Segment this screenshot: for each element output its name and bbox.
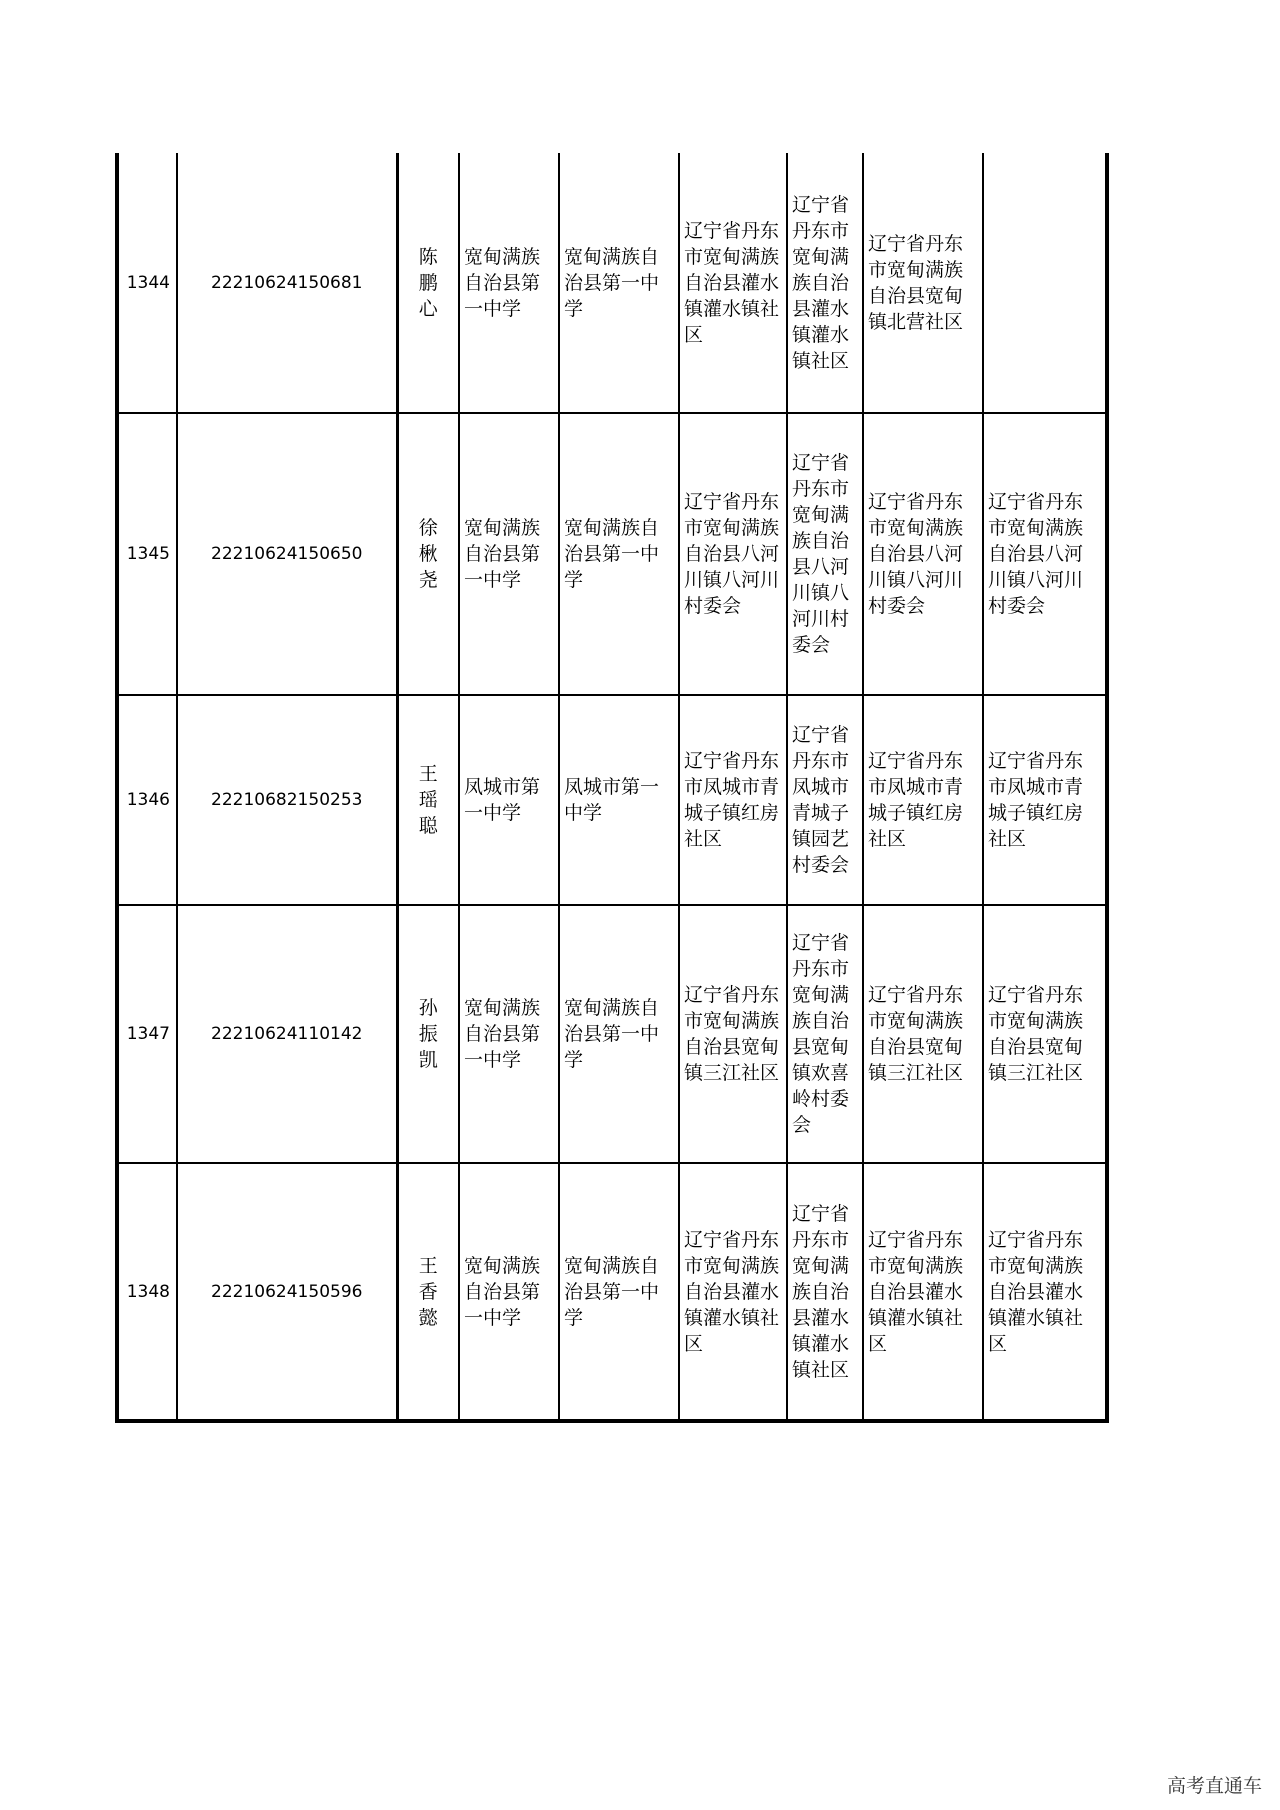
address-cell: 辽宁省丹东市宽甸满族自治县灌水镇灌水镇社区 [787,153,863,413]
address-cell: 辽宁省丹东市宽甸满族自治县灌水镇灌水镇社区 [983,1163,1107,1421]
address-cell: 辽宁省丹东市宽甸满族自治县八河川镇八河川村委会 [983,413,1107,695]
exam-id-cell: 22210682150253 [177,695,397,905]
school-cell: 宽甸满族自治县第一中学 [459,905,559,1163]
name-cell: 徐楸尧 [397,413,459,695]
address-cell: 辽宁省丹东市宽甸满族自治县八河川镇八河川村委会 [863,413,983,695]
school-cell: 凤城市第一中学 [559,695,679,905]
address-cell: 辽宁省丹东市宽甸满族自治县宽甸镇三江社区 [983,905,1107,1163]
school-cell: 宽甸满族自治县第一中学 [559,905,679,1163]
exam-id-cell: 22210624150596 [177,1163,397,1421]
address-cell: 辽宁省丹东市宽甸满族自治县宽甸镇欢喜岭村委会 [787,905,863,1163]
name-cell: 孙振凯 [397,905,459,1163]
address-cell: 辽宁省丹东市宽甸满族自治县宽甸镇三江社区 [679,905,787,1163]
address-cell: 辽宁省丹东市宽甸满族自治县八河川镇八河川村委会 [787,413,863,695]
table-row [117,1163,1107,1421]
school-cell: 宽甸满族自治县第一中学 [459,153,559,413]
exam-id-cell: 22210624150650 [177,413,397,695]
address-cell: 辽宁省丹东市宽甸满族自治县灌水镇灌水镇社区 [679,1163,787,1421]
exam-id-cell: 22210624110142 [177,905,397,1163]
table-row [117,695,1107,905]
watermark-text: 高考直通车 [1166,1775,1262,1797]
address-cell: 辽宁省丹东市凤城市青城子镇红房社区 [983,695,1107,905]
seq-cell: 1345 [117,413,177,695]
address-cell: 辽宁省丹东市宽甸满族自治县灌水镇灌水镇社区 [863,1163,983,1421]
name-cell: 陈鹏心 [397,153,459,413]
school-cell: 宽甸满族自治县第一中学 [559,1163,679,1421]
seq-cell: 1344 [117,153,177,413]
name-cell: 王香懿 [397,1163,459,1421]
table-row [117,413,1107,695]
school-cell: 凤城市第一中学 [459,695,559,905]
address-cell: 辽宁省丹东市宽甸满族自治县八河川镇八河川村委会 [679,413,787,695]
address-cell: 辽宁省丹东市宽甸满族自治县宽甸镇三江社区 [863,905,983,1163]
school-cell: 宽甸满族自治县第一中学 [459,413,559,695]
school-cell: 宽甸满族自治县第一中学 [559,413,679,695]
seq-cell: 1348 [117,1163,177,1421]
seq-cell: 1347 [117,905,177,1163]
address-cell: 辽宁省丹东市凤城市青城子镇园艺村委会 [787,695,863,905]
roster-table-container [115,153,1109,1423]
school-cell: 宽甸满族自治县第一中学 [459,1163,559,1421]
address-cell: 辽宁省丹东市宽甸满族自治县宽甸镇北营社区 [863,153,983,413]
roster-table [115,153,1109,1423]
address-cell: 辽宁省丹东市凤城市青城子镇红房社区 [863,695,983,905]
table-row [117,153,1107,413]
exam-id-cell: 22210624150681 [177,153,397,413]
address-cell: 辽宁省丹东市凤城市青城子镇红房社区 [679,695,787,905]
table-row [117,905,1107,1163]
name-cell: 王瑶聪 [397,695,459,905]
address-cell: 辽宁省丹东市宽甸满族自治县灌水镇灌水镇社区 [679,153,787,413]
seq-cell: 1346 [117,695,177,905]
address-cell: 辽宁省丹东市宽甸满族自治县灌水镇灌水镇社区 [787,1163,863,1421]
address-cell [983,153,1107,413]
school-cell: 宽甸满族自治县第一中学 [559,153,679,413]
